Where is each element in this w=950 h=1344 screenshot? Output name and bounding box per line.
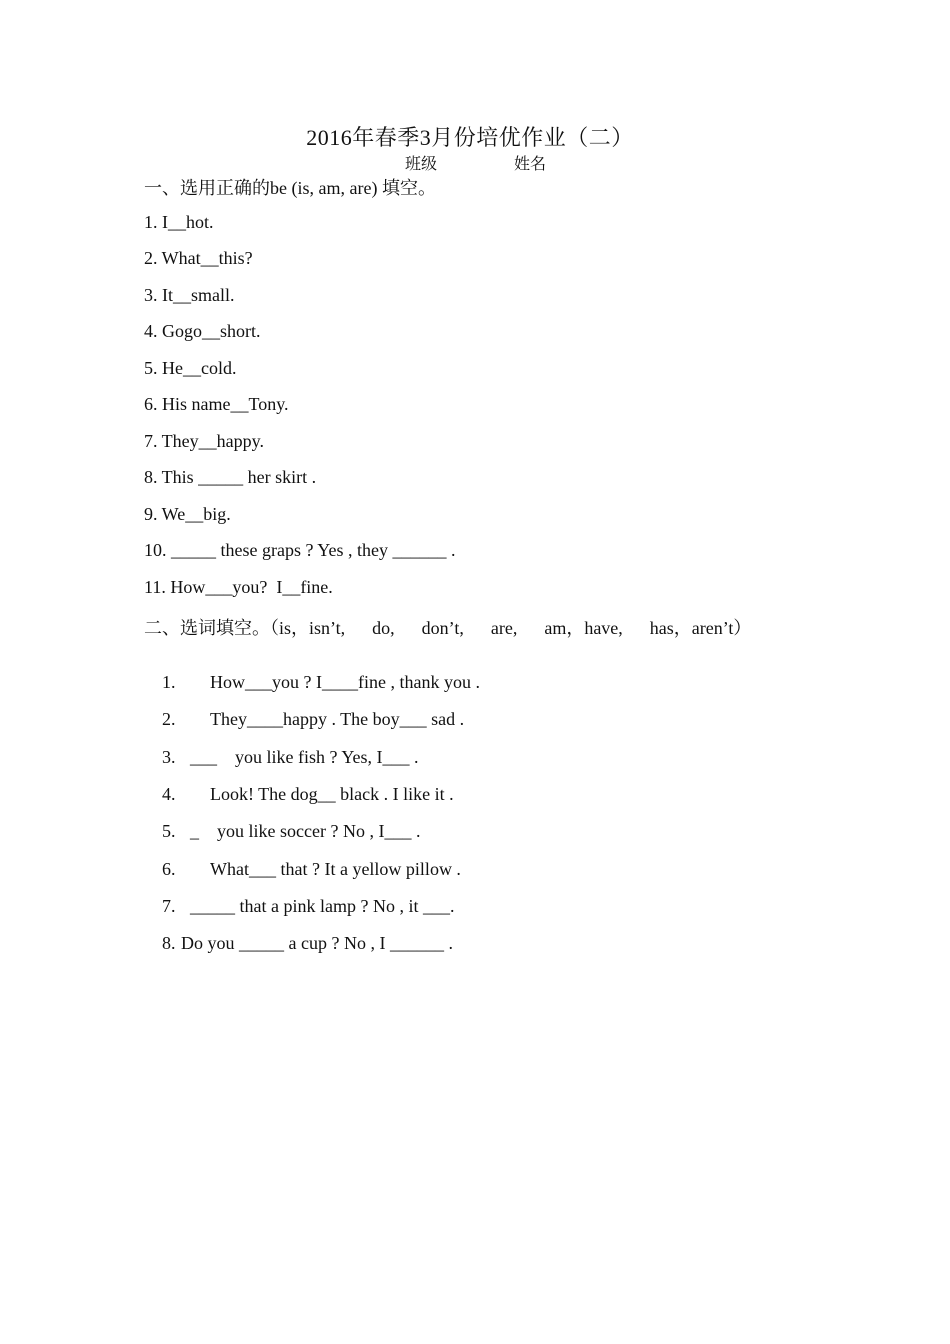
name-label: 姓名 xyxy=(514,156,547,173)
item-number: 3. xyxy=(162,747,176,767)
class-label: 班级 xyxy=(405,156,438,173)
item-number: 1. xyxy=(162,672,176,692)
exercise1-item: 4. Gogo__short. xyxy=(144,321,261,341)
exercise1-item: 5. He__cold. xyxy=(144,358,237,378)
item-text: ___ you like fish ? Yes, I___ . xyxy=(190,747,419,767)
exercise1-item: 10. _____ these graps ? Yes , they ______ . xyxy=(144,540,456,560)
item-text: How___you ? I____fine , thank you . xyxy=(210,672,480,692)
section1-heading: 一、选用正确的be (is, am, are) 填空。 xyxy=(144,178,436,198)
exercise1-item: 11. How___you? I__fine. xyxy=(144,577,333,597)
page-title: 2016年春季3月份培优作业（二） xyxy=(306,125,634,150)
item-text: _____ that a pink lamp ? No , it ___. xyxy=(190,896,455,916)
exercise1-item: 8. This _____ her skirt . xyxy=(144,467,317,487)
item-text: They____happy . The boy___ sad . xyxy=(210,709,465,729)
item-number: 8. xyxy=(162,933,176,953)
item-number: 7. xyxy=(162,896,176,916)
item-number: 2. xyxy=(162,709,176,729)
item-text: Look! The dog__ black . I like it . xyxy=(210,784,454,804)
exercise1-item: 2. What__this? xyxy=(144,248,253,268)
section2-heading: 二、选词填空。（is，isn’t, do, don’t, are, am，have, has，aren’t） xyxy=(144,618,752,638)
exercise1-item: 6. His name__Tony. xyxy=(144,394,289,414)
item-number: 6. xyxy=(162,859,176,879)
exercise1-item: 9. We__big. xyxy=(144,504,231,524)
item-number: 5. xyxy=(162,821,176,841)
exercise1-item: 3. It__small. xyxy=(144,285,235,305)
item-text: Do you _____ a cup ? No , I ______ . xyxy=(181,933,453,953)
item-text: _ you like soccer ? No , I___ . xyxy=(190,821,421,841)
exercise1-item: 7. They__happy. xyxy=(144,431,264,451)
exercise2-item xyxy=(144,912,453,975)
item-text: What___ that ? It a yellow pillow . xyxy=(210,859,461,879)
exercise1-item: 1. I__hot. xyxy=(144,212,214,232)
item-number: 4. xyxy=(162,784,176,804)
